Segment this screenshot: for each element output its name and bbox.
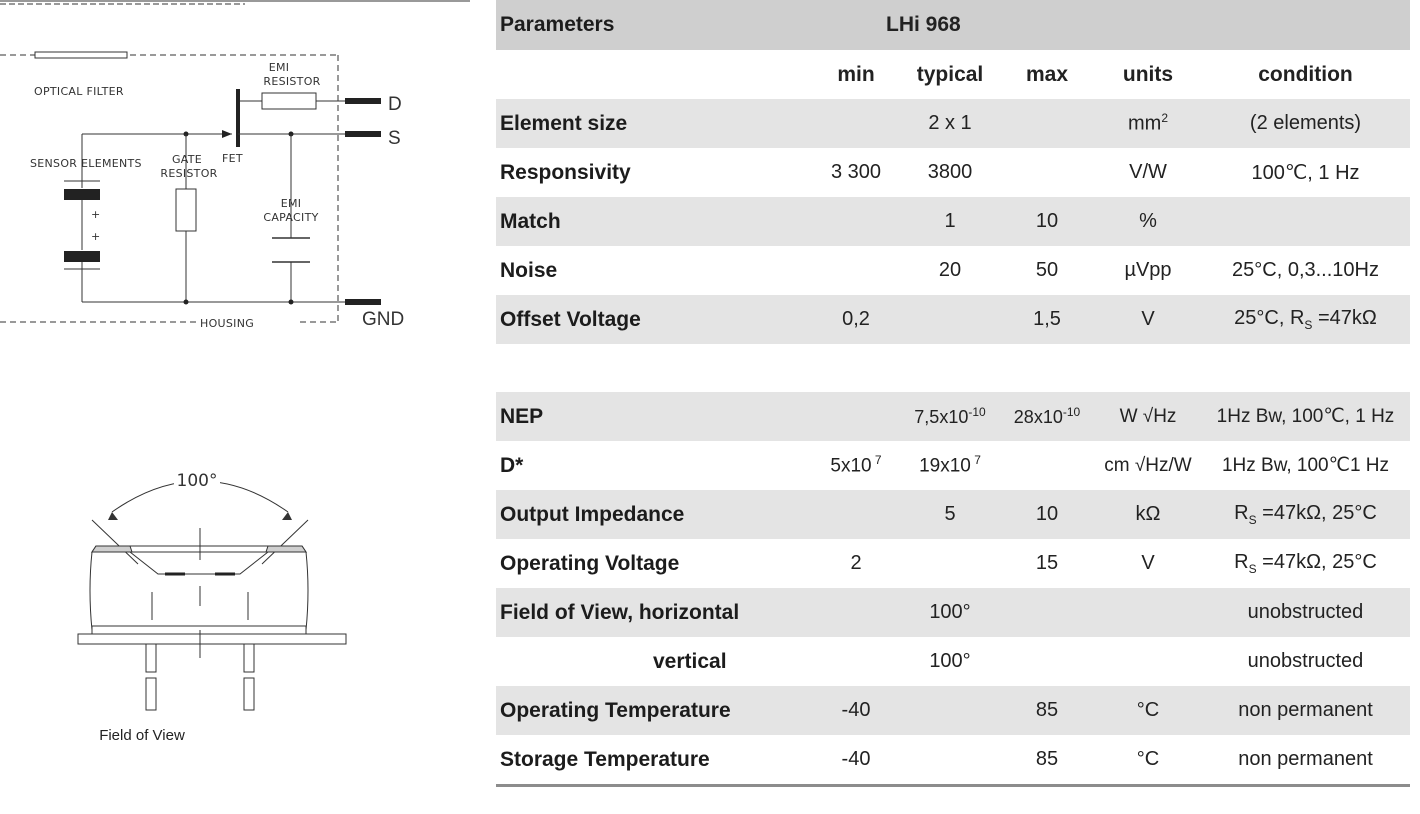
table-spacer bbox=[496, 344, 1410, 392]
table-row: Responsivity 3 300 3800 V/W 100℃, 1 Hz bbox=[496, 148, 1410, 197]
min-column-header: min bbox=[837, 62, 875, 86]
svg-text:+: + bbox=[91, 208, 101, 221]
fet-label: FET bbox=[222, 152, 243, 165]
param-label: vertical bbox=[653, 649, 727, 673]
param-label: NEP bbox=[500, 404, 544, 428]
fov-angle-label: 100° bbox=[176, 471, 218, 491]
pin-gnd-label: GND bbox=[362, 309, 405, 330]
table-row: D* 5x10 $^7$ 19x10 $^7$ cm √Hz/W 1Hz Bw, 100℃1 Hz bbox=[496, 441, 1410, 490]
param-label: D* bbox=[500, 453, 524, 477]
optical-filter-label: OPTICAL FILTER bbox=[34, 85, 124, 98]
param-label: Responsivity bbox=[500, 160, 631, 184]
max-column-header: max bbox=[1025, 62, 1069, 86]
pin-s-label: S bbox=[388, 128, 401, 149]
table-row: Operating Voltage 2 15 V $R_S =47k\Omega$, 25°C bbox=[496, 539, 1410, 588]
field-of-view-drawing bbox=[40, 440, 370, 760]
gate-resistor-label-2: RESISTOR bbox=[160, 167, 218, 180]
param-label: Match bbox=[500, 209, 561, 233]
param-label: Storage Temperature bbox=[500, 747, 710, 771]
specification-table bbox=[496, 0, 1410, 787]
param-label: Noise bbox=[500, 258, 558, 282]
sensor-elements-label: SENSOR ELEMENTS bbox=[30, 157, 142, 170]
param-label: Element size bbox=[500, 111, 628, 135]
typical-column-header: typical bbox=[916, 62, 984, 86]
emi-resistor-label-2: RESISTOR bbox=[263, 75, 321, 88]
condition-column-header: condition bbox=[1258, 62, 1353, 86]
table-bottom-rule bbox=[496, 784, 1410, 787]
emi-capacity-label-1: EMI bbox=[280, 197, 302, 210]
param-label: Output Impedance bbox=[500, 502, 685, 526]
table-row: Field of View, horizontal 100° unobstructed bbox=[496, 588, 1410, 637]
table-row: Noise 20 50 µVpp 25°C, 0,3...10Hz bbox=[496, 246, 1410, 295]
table-header-row bbox=[496, 0, 1410, 50]
table-row: vertical 100° unobstructed bbox=[496, 637, 1410, 686]
emi-capacity-label-2: CAPACITY bbox=[263, 211, 319, 224]
pin-d-label: D bbox=[388, 94, 402, 115]
unit-cell: $mm^2$ bbox=[1127, 111, 1168, 135]
table-row: Offset Voltage 0,2 1,5 V 25°C, $R_S =47k\Omega$ bbox=[496, 295, 1410, 344]
table-row: Storage Temperature -40 85 °C non permanent bbox=[496, 735, 1410, 784]
param-label: Field of View, horizontal bbox=[500, 600, 740, 624]
model-heading: LHi 968 bbox=[886, 13, 961, 36]
table-row: NEP $7,5x10^{-10}$ $28x10^{-10}$ W √Hz 1Hz Bw, 100℃, 1 Hz bbox=[496, 392, 1410, 441]
table-row: Operating Temperature -40 85 °C non permanent bbox=[496, 686, 1410, 735]
table-row: Element size 2 x 1 $mm^2$ (2 elements) bbox=[496, 99, 1410, 148]
table-row: Output Impedance 5 10 kΩ $R_S =47k\Omega$, 25°C bbox=[496, 490, 1410, 539]
parameters-heading: Parameters bbox=[500, 13, 615, 36]
emi-resistor-label-1: EMI bbox=[268, 61, 290, 74]
param-label: Operating Temperature bbox=[500, 698, 731, 722]
gate-resistor-label-1: GATE bbox=[171, 153, 203, 166]
svg-text:+: + bbox=[91, 230, 101, 243]
fov-caption: Field of View bbox=[99, 727, 185, 744]
units-column-header: units bbox=[1122, 62, 1174, 86]
housing-label: HOUSING bbox=[200, 317, 255, 330]
table-row: Match 1 10 % bbox=[496, 197, 1410, 246]
circuit-schematic bbox=[0, 0, 470, 360]
column-headers-row bbox=[496, 50, 1410, 99]
param-label: Operating Voltage bbox=[500, 551, 680, 575]
param-label: Offset Voltage bbox=[500, 307, 641, 331]
